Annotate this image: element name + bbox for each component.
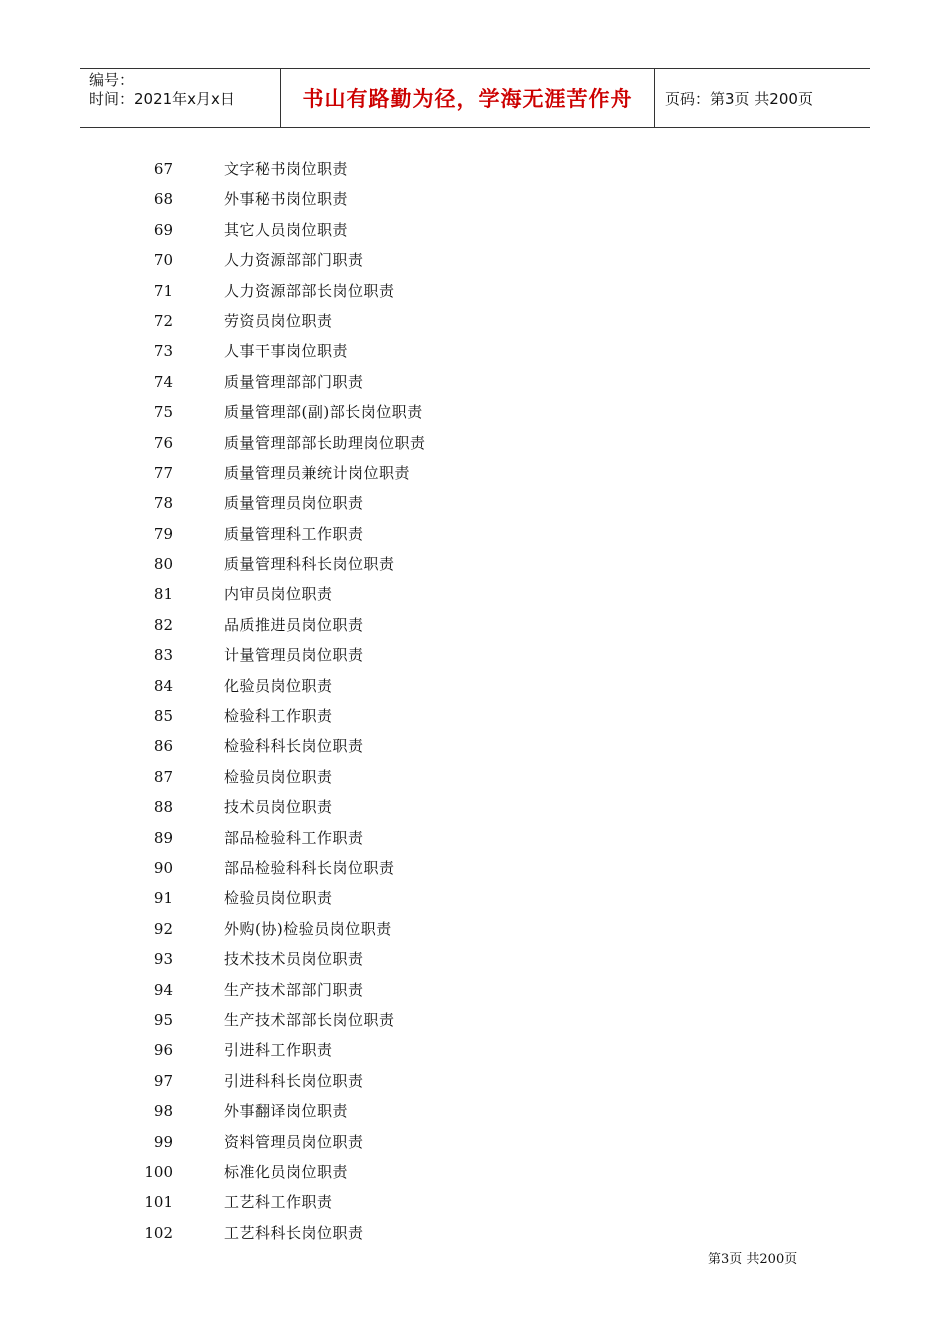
toc-entry-title: 工艺科科长岗位职责 <box>224 1223 364 1242</box>
toc-entry[interactable] <box>0 1066 950 1096</box>
toc-entry[interactable] <box>0 1127 950 1157</box>
toc-entry-title: 引进科工作职责 <box>224 1041 333 1060</box>
toc-entry-title: 劳资员岗位职责 <box>224 311 333 330</box>
toc-entry-title: 生产技术部部门职责 <box>224 980 364 999</box>
toc-entry[interactable] <box>0 336 950 366</box>
toc-entry[interactable] <box>0 1218 950 1248</box>
toc-entry[interactable] <box>0 1005 950 1035</box>
table-of-contents <box>0 154 950 1248</box>
toc-entry-number: 67 <box>153 160 173 178</box>
toc-entry-title: 技术员岗位职责 <box>224 798 333 817</box>
toc-entry[interactable] <box>0 1187 950 1217</box>
toc-entry-number: 76 <box>153 433 173 452</box>
toc-entry[interactable] <box>0 488 950 518</box>
toc-entry[interactable] <box>0 701 950 731</box>
toc-entry-number: 91 <box>153 889 173 908</box>
toc-entry[interactable] <box>0 823 950 853</box>
toc-entry-title: 检验员岗位职责 <box>224 767 333 786</box>
toc-entry[interactable] <box>0 944 950 974</box>
toc-entry-number: 72 <box>153 311 173 330</box>
toc-entry-title: 化验员岗位职责 <box>224 676 333 695</box>
toc-entry-title: 技术技术员岗位职责 <box>224 950 364 969</box>
toc-entry[interactable] <box>0 184 950 214</box>
toc-entry-number: 68 <box>153 190 173 209</box>
toc-entry-title: 部品检验科科长岗位职责 <box>224 858 395 877</box>
toc-entry[interactable] <box>0 306 950 336</box>
toc-entry[interactable] <box>0 549 950 579</box>
toc-entry-number: 102 <box>144 1223 173 1242</box>
toc-entry-number: 69 <box>153 220 173 239</box>
toc-entry-number: 100 <box>144 1162 173 1181</box>
toc-entry-number: 82 <box>153 615 173 634</box>
toc-entry-number: 73 <box>153 342 173 361</box>
toc-entry-title: 检验员岗位职责 <box>224 889 333 908</box>
toc-entry[interactable] <box>0 640 950 670</box>
header-page-info: 页码：第3页 共200页 <box>665 89 813 108</box>
toc-entry-title: 质量管理部(副)部长岗位职责 <box>224 403 423 422</box>
toc-entry[interactable] <box>0 1157 950 1187</box>
toc-entry-title: 外购(协)检验员岗位职责 <box>224 919 392 938</box>
toc-entry-title: 质量管理科科长岗位职责 <box>224 555 395 574</box>
toc-entry-number: 98 <box>153 1102 173 1121</box>
toc-entry[interactable] <box>0 215 950 245</box>
toc-entry[interactable] <box>0 762 950 792</box>
toc-entry-number: 86 <box>153 737 173 756</box>
toc-entry-title: 外事翻译岗位职责 <box>224 1102 349 1121</box>
toc-entry-number: 93 <box>153 950 173 969</box>
toc-entry[interactable] <box>0 519 950 549</box>
toc-entry-number: 92 <box>153 919 173 938</box>
toc-entry[interactable] <box>0 792 950 822</box>
toc-entry-title: 检验科工作职责 <box>224 707 333 726</box>
toc-entry[interactable] <box>0 975 950 1005</box>
toc-entry-number: 77 <box>153 463 173 482</box>
toc-entry-title: 质量管理员岗位职责 <box>224 494 364 513</box>
toc-entry-title: 质量管理员兼统计岗位职责 <box>224 463 411 482</box>
toc-entry[interactable] <box>0 579 950 609</box>
header-meta <box>80 69 281 127</box>
document-number-label: 编号： <box>89 71 135 89</box>
toc-entry-title: 品质推进员岗位职责 <box>224 615 364 634</box>
toc-entry-number: 78 <box>153 494 173 513</box>
toc-entry-title: 质量管理部部长助理岗位职责 <box>224 433 426 452</box>
toc-entry-title: 引进科科长岗位职责 <box>224 1071 364 1090</box>
document-time-label: 时间：2021年x月x日 <box>89 90 235 108</box>
toc-entry-number: 88 <box>153 798 173 817</box>
toc-entry[interactable] <box>0 914 950 944</box>
toc-entry-number: 90 <box>153 858 173 877</box>
toc-entry[interactable] <box>0 1035 950 1065</box>
toc-entry-title: 资料管理员岗位职责 <box>224 1132 364 1151</box>
toc-entry-number: 83 <box>153 646 173 665</box>
toc-entry-number: 99 <box>153 1132 173 1151</box>
toc-entry-number: 79 <box>153 524 173 543</box>
toc-entry-number: 89 <box>153 828 173 847</box>
page-header <box>80 68 870 128</box>
toc-entry[interactable] <box>0 610 950 640</box>
toc-entry-number: 94 <box>153 980 173 999</box>
toc-entry-title: 人力资源部部长岗位职责 <box>224 281 395 300</box>
toc-entry-title: 部品检验科工作职责 <box>224 828 364 847</box>
toc-entry-title: 质量管理科工作职责 <box>224 524 364 543</box>
toc-entry-title: 人力资源部部门职责 <box>224 251 364 270</box>
toc-entry[interactable] <box>0 397 950 427</box>
toc-entry[interactable] <box>0 1096 950 1126</box>
toc-entry[interactable] <box>0 276 950 306</box>
toc-entry-title: 计量管理员岗位职责 <box>224 646 364 665</box>
toc-entry[interactable] <box>0 731 950 761</box>
toc-entry-number: 74 <box>153 372 173 391</box>
toc-entry-number: 85 <box>153 707 173 726</box>
toc-entry[interactable] <box>0 458 950 488</box>
toc-entry-title: 标准化员岗位职责 <box>224 1162 349 1181</box>
toc-entry-title: 检验科科长岗位职责 <box>224 737 364 756</box>
toc-entry[interactable] <box>0 853 950 883</box>
toc-entry-number: 97 <box>153 1071 173 1090</box>
toc-entry-title: 文字秘书岗位职责 <box>224 160 349 178</box>
toc-entry-title: 内审员岗位职责 <box>224 585 333 604</box>
toc-entry-title: 工艺科工作职责 <box>224 1193 333 1212</box>
toc-entry-number: 87 <box>153 767 173 786</box>
toc-entry-title: 人事干事岗位职责 <box>224 342 349 361</box>
toc-entry[interactable] <box>0 883 950 913</box>
toc-entry-number: 96 <box>153 1041 173 1060</box>
toc-entry-number: 80 <box>153 555 173 574</box>
toc-entry[interactable] <box>0 154 950 184</box>
toc-entry-title: 外事秘书岗位职责 <box>224 190 349 209</box>
toc-entry-number: 75 <box>153 403 173 422</box>
toc-entry[interactable] <box>0 428 950 458</box>
header-motto: 书山有路勤为径，学海无涯苦作舟 <box>281 69 655 127</box>
toc-entry[interactable] <box>0 245 950 275</box>
toc-entry-number: 95 <box>153 1010 173 1029</box>
toc-entry[interactable] <box>0 671 950 701</box>
toc-entry-number: 81 <box>153 585 173 604</box>
toc-entry-title: 其它人员岗位职责 <box>224 220 349 239</box>
toc-entry-number: 70 <box>153 251 173 270</box>
toc-entry-number: 84 <box>153 676 173 695</box>
toc-entry[interactable] <box>0 367 950 397</box>
footer-page-info: 第3页 共200页 <box>708 1252 798 1267</box>
toc-entry-title: 质量管理部部门职责 <box>224 372 364 391</box>
toc-entry-number: 101 <box>144 1193 173 1212</box>
toc-entry-title: 生产技术部部长岗位职责 <box>224 1010 395 1029</box>
toc-entry-number: 71 <box>153 281 173 300</box>
